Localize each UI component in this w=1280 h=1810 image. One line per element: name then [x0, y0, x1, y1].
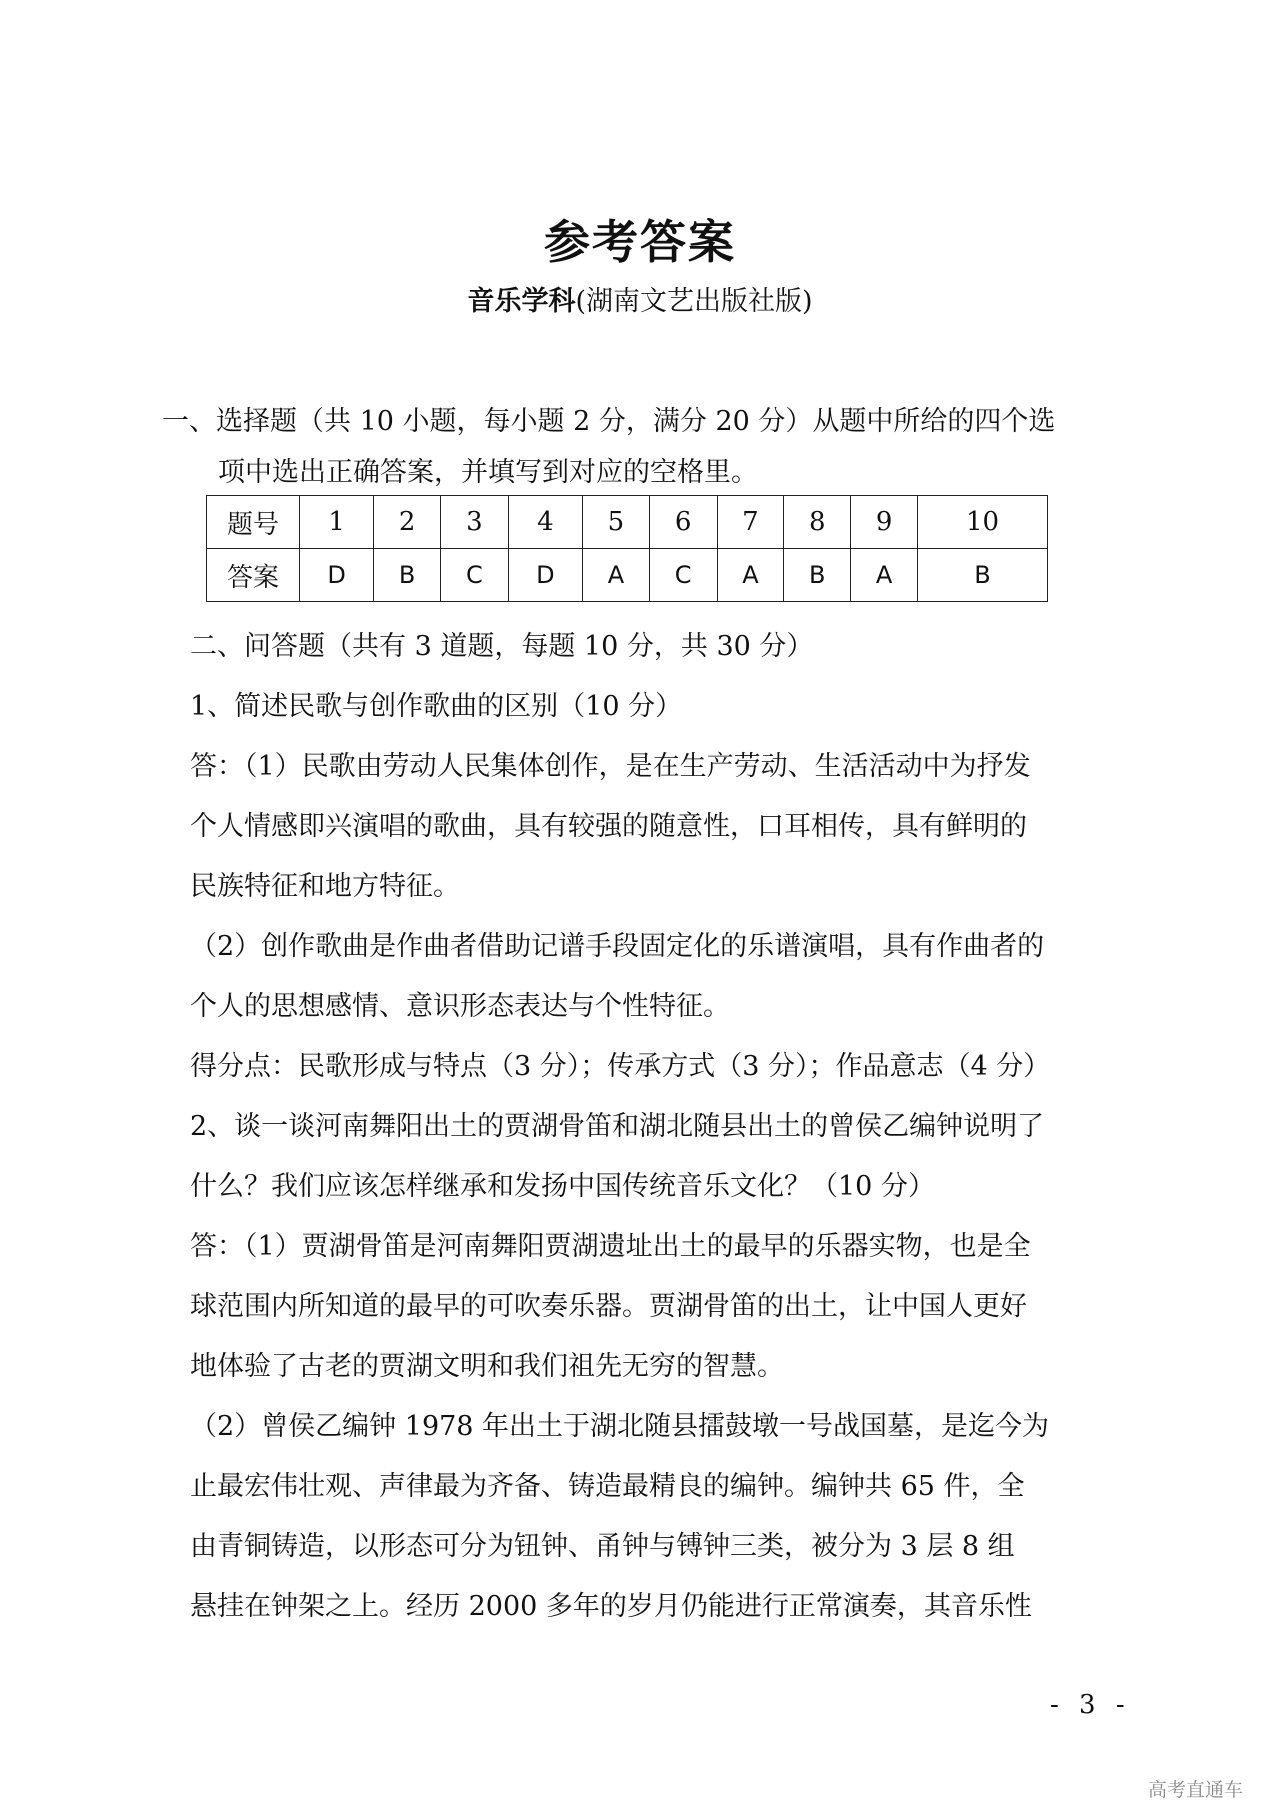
answer-cell: A: [717, 549, 784, 602]
body-line: 悬挂在钟架之上。经历 2000 多年的岁月仍能进行正常演奏，其音乐性: [190, 1591, 1032, 1622]
row-label-answer: 答案: [207, 549, 300, 602]
body-line: 球范围内所知道的最早的可吹奏乐器。贾湖骨笛的出土，让中国人更好: [190, 1291, 1027, 1322]
question-number: 8: [784, 496, 851, 549]
answer-cell: B: [784, 549, 851, 602]
question-1-heading: 1、简述民歌与创作歌曲的区别（10 分）: [190, 691, 683, 722]
answer-body: [190, 617, 1134, 1637]
page-title: 参考答案: [544, 215, 736, 269]
question-number: 1: [300, 496, 374, 549]
body-line: （2）创作歌曲是作曲者借助记谱手段固定化的乐谱演唱，具有作曲者的: [190, 931, 1045, 962]
question-2-heading: 2、谈一谈河南舞阳出土的贾湖骨笛和湖北随县出土的曾侯乙编钟说明了: [190, 1111, 1045, 1142]
answer-cell: A: [851, 549, 918, 602]
section-heading-line-1: 一、选择题（共 10 小题，每小题 2 分，满分 20 分）从题中所给的四个选: [162, 406, 1056, 437]
question-number: 7: [717, 496, 784, 549]
answer-cell: D: [508, 549, 582, 602]
section-multiple-choice: [162, 396, 1142, 498]
answer-cell: B: [918, 549, 1048, 602]
question-number: 9: [851, 496, 918, 549]
body-line: 个人的思想感情、意识形态表达与个性特征。: [190, 991, 730, 1022]
body-line: 答：（1）民歌由劳动人民集体创作，是在生产劳动、生活活动中为抒发: [190, 751, 1031, 782]
body-line: 止最宏伟壮观、声律最为齐备、铸造最精良的编钟。编钟共 65 件，全: [190, 1471, 1025, 1502]
question-number: 5: [582, 496, 649, 549]
question-number: 6: [649, 496, 717, 549]
answer-cell: C: [441, 549, 509, 602]
publisher-name: (湖南文艺出版社版): [575, 286, 813, 317]
question-number: 10: [918, 496, 1048, 549]
row-label-number: 题号: [207, 496, 300, 549]
answer-row: [207, 549, 1048, 602]
answer-cell: D: [300, 549, 374, 602]
page-number: - 3 -: [1050, 1690, 1131, 1720]
question-number: 3: [441, 496, 509, 549]
question-2-heading-cont: 什么？我们应该怎样继承和发扬中国传统音乐文化？（10 分）: [190, 1171, 935, 1202]
subject-name: 音乐学科: [467, 286, 576, 317]
answer-cell: B: [374, 549, 441, 602]
question-number: 4: [508, 496, 582, 549]
page-subtitle: [0, 282, 1280, 322]
body-line: （2）曾侯乙编钟 1978 年出土于湖北随县擂鼓墩一号战国墓，是迄今为: [190, 1411, 1050, 1442]
body-line: 民族特征和地方特征。: [190, 871, 460, 902]
question-number: 2: [374, 496, 441, 549]
question-number-row: [207, 496, 1048, 549]
body-line: 答：（1）贾湖骨笛是河南舞阳贾湖遗址出土的最早的乐器实物，也是全: [190, 1231, 1031, 1262]
body-line: 地体验了古老的贾湖文明和我们祖先无穷的智慧。: [190, 1351, 784, 1382]
answer-cell: C: [649, 549, 717, 602]
scoring-points: 得分点：民歌形成与特点（3 分）；传承方式（3 分）；作品意志（4 分）: [190, 1051, 1051, 1082]
section-heading-line-2: 项中选出正确答案，并填写到对应的空格里。: [218, 457, 758, 488]
answer-table: [206, 495, 1048, 602]
body-line: 个人情感即兴演唱的歌曲，具有较强的随意性，口耳相传，具有鲜明的: [190, 811, 1027, 842]
watermark: 高考直通车: [1148, 1779, 1244, 1801]
section-heading-qa: 二、问答题（共有 3 道题，每题 10 分，共 30 分）: [190, 631, 814, 662]
body-line: 由青铜铸造，以形态可分为钮钟、甬钟与镈钟三类，被分为 3 层 8 组: [190, 1531, 1015, 1562]
answer-cell: A: [582, 549, 649, 602]
